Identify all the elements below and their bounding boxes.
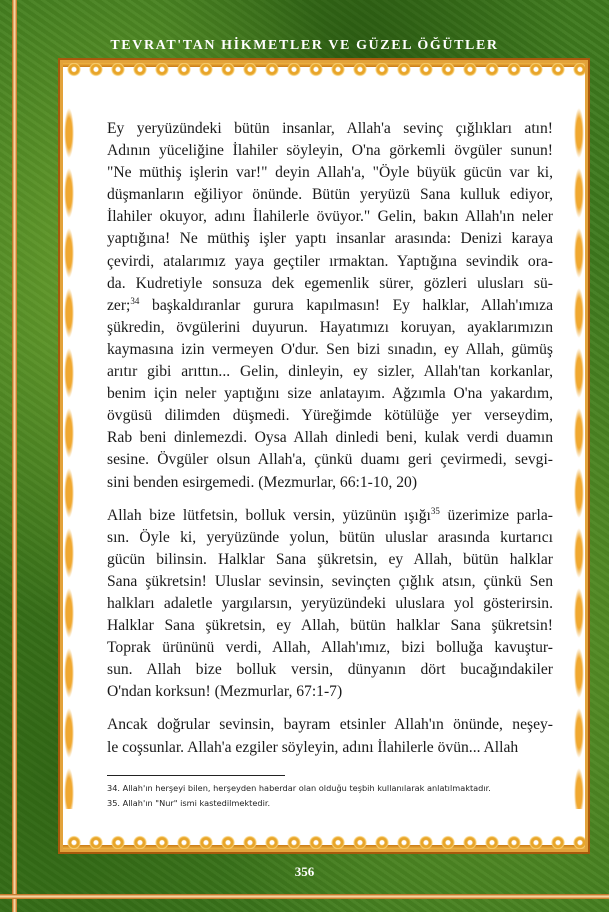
text-line: kaymasına izin vermeyen O'dur. Sen bizi sınadın, ey Allah, gümüş <box>107 340 553 358</box>
paragraph <box>107 505 553 704</box>
text-line: le coşsunlar. Allah'a ezgiler söyleyin, adını İlahilerle övün... Allah <box>107 738 519 756</box>
ornamental-border-top <box>63 63 585 79</box>
text-line: Ey yeryüzündeki bütün insanlar, Allah'a sevinç çığlıkları atın! <box>107 120 553 137</box>
text-line: arıtır gibi arıttın... Gelin, dinleyin, ey sizler, Allah'tan korkanlar, <box>107 363 553 381</box>
text-line: İlahiler okuyor, adını İlahilerle övüyor." Gelin, bakın Allah'ın neler <box>107 208 553 226</box>
text-line: sın. Öyle ki, yeryüzünde yolun, bütün uluslar arasında kurtarıcı <box>107 528 553 546</box>
paragraph <box>107 118 553 494</box>
ornamental-border-bottom <box>63 833 585 849</box>
text-line: çevirdi, atalarımız yaya geçtiler ırmaktan. Yaptığına sevindik ora- <box>107 252 553 270</box>
paragraph <box>107 714 553 758</box>
gold-border-horizontal <box>0 894 609 899</box>
text-line: Halklar Sana şükretsin, ey Allah, bütün halklar Sana şükretsin! <box>107 617 553 635</box>
text-line: zer;$^{34}$ başkaldıranlar gurura kapılmasın! Ey halklar, Allah'ımıza <box>107 295 553 314</box>
text-line: Toprak ürününü verdi, Allah, Allah'ımız, bizi bolluğa kavuştur- <box>107 639 553 657</box>
body-text <box>107 118 553 770</box>
footnote-marker: 34 <box>130 295 140 306</box>
gold-border-vertical <box>12 0 17 912</box>
text-line: gücün bilinsin. Halklar Sana şükretsin, ey Allah, bütün halklar <box>107 550 553 568</box>
text-line: halkları adaletle yargılarsın, yeryüzündeki uluslara yol gösterirsin. <box>107 594 553 612</box>
text-line: sesine. Övgüler olsun Allah'a, çünkü duamı geri çevirmedi, sevgi- <box>107 451 553 469</box>
text-line: da. Kudretiyle sonsuza dek egemenlik sürer, gözleri ulusları sü- <box>107 274 553 292</box>
footnote-rule <box>107 775 285 776</box>
text-line: yaptığına! Ne müthiş işler yaptı insanlar arasında: Denizi karaya <box>107 230 553 248</box>
text-line: Allah bize lütfetsin, bolluk versin, yüzünün ışığı$^{35}$ üzerimize parla- <box>107 505 553 524</box>
text-line: benim için neler yaptığını size anlatayım. Ağzımla O'na yakardım, <box>107 385 553 403</box>
text-line: övgüsü dilimden düşmedi. Yüreğimde kötülüğe yer verseydim, <box>107 407 553 425</box>
footnote-34: 34. Allah'ın herşeyi bilen, herşeyden haberdar olan olduğu teşbih kullanılarak anlatılmaktadır. <box>107 783 491 793</box>
text-line: Ancak doğrular sevinsin, bayram etsinler Allah'ın önünde, neşey- <box>107 716 553 734</box>
ornamental-border-right <box>573 103 585 809</box>
footnote-marker: 35 <box>430 505 440 516</box>
text-line: O'ndan korksun! (Mezmurlar, 67:1-7) <box>107 683 343 701</box>
text-line: sini benden esirgemedi. (Mezmurlar, 66:1-10, 20) <box>107 473 418 491</box>
text-line: Rab beni dinlemezdi. Oysa Allah dinledi beni, kulak verdi duamın <box>107 429 553 447</box>
text-line: sun. Allah bize bolluk versin, dünyanın dört bucağındakiler <box>107 661 553 679</box>
text-line: "Ne müthiş işlerin var!" deyin Allah'a, "Öyle büyük gücün var ki, <box>107 164 553 182</box>
text-line: düşmanların eğiliyor önünde. Bütün yeryüzü Sana kulluk ediyor, <box>107 186 553 204</box>
page-number: 356 <box>294 864 315 879</box>
running-header-title: TEVRAT'TAN HİKMETLER VE GÜZEL ÖĞÜTLER <box>110 38 499 53</box>
text-line: Sana şükretsin! Uluslar sevinsin, sevinçten çığlık atsın, çünkü Sen <box>107 572 553 590</box>
footnote-35: 35. Allah'ın "Nur" ismi kastedilmektedir. <box>107 798 271 808</box>
text-line: şükredin, övgülerini duyurun. Hayatımızı koruyan, ayaklarımızın <box>107 318 553 336</box>
text-line: Adının yüceliğine İlahiler söyleyin, O'na görkemli övgüler sunun! <box>107 142 553 160</box>
ornamental-border-left <box>63 103 75 809</box>
